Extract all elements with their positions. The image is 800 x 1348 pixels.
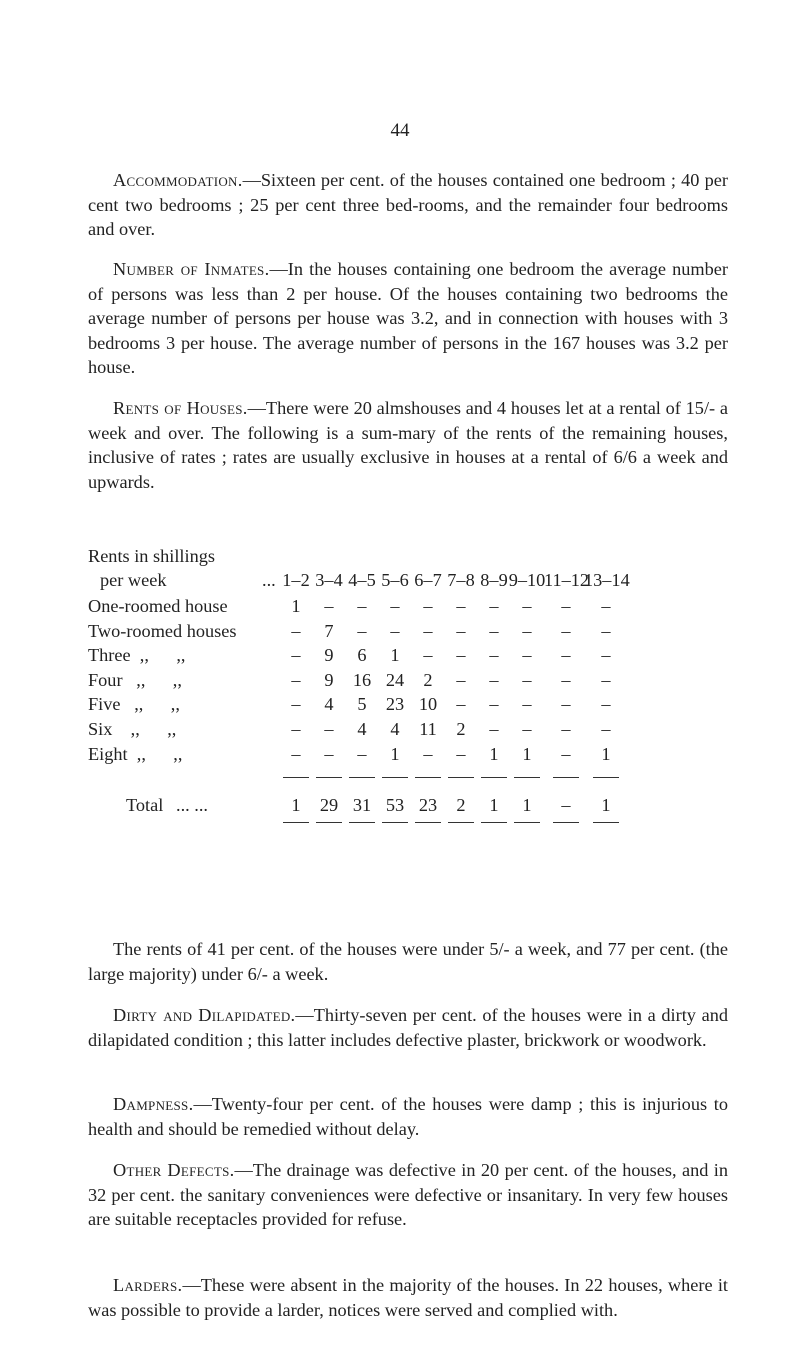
paragraph-text: —These were absent in the majority of the houses. In 22 houses, where it was possible to provide a larder, notices were served and complied with.	[88, 1275, 728, 1320]
table-cell: –	[601, 645, 611, 666]
total-cell: 1	[601, 795, 611, 815]
table-cell: –	[456, 645, 466, 666]
total-rule-top	[593, 777, 619, 778]
paragraph-heading: Accommodation.	[113, 170, 243, 190]
paragraph-heading: Number of Inmates.	[113, 259, 270, 279]
table-cell: –	[423, 620, 433, 641]
table-cell: –	[324, 596, 334, 616]
table-cell: –	[291, 694, 301, 715]
paragraph-other-defects	[88, 1158, 728, 1232]
table-cell: 2	[456, 719, 466, 739]
paragraph-heading: Larders.	[113, 1275, 183, 1295]
table-cell: –	[561, 645, 571, 666]
table-cell: –	[489, 719, 499, 739]
table-title-leader: ...	[262, 570, 276, 590]
total-rule-bottom	[514, 822, 540, 823]
table-cell: –	[291, 719, 301, 739]
row-label: Two-roomed houses	[88, 620, 237, 641]
table-cell: 6	[357, 645, 367, 666]
paragraph-text: —Sixteen per cent. of the houses contained one bedroom ; 40 per cent two bedrooms ; 25 per cent three bed-rooms, and the remainder four bedrooms and over.	[88, 170, 728, 240]
table-cell: –	[291, 743, 301, 764]
row-label: One-roomed house	[88, 596, 228, 616]
table-cell: –	[456, 694, 466, 715]
table-cell: –	[601, 694, 611, 715]
total-rule-bottom	[316, 822, 342, 823]
total-rule-top	[283, 777, 309, 778]
table-cell: 4	[324, 694, 334, 715]
page-number: 44	[390, 120, 410, 141]
table-cell: –	[291, 620, 301, 641]
total-rule-bottom	[415, 822, 441, 823]
table-cell: 5	[357, 694, 367, 715]
table-cell: –	[601, 620, 611, 641]
column-header: 7–8	[447, 570, 475, 590]
table-cell: –	[489, 669, 499, 690]
table-cell: –	[522, 694, 532, 715]
table-cell: 4	[357, 719, 367, 739]
column-header: 11–12	[544, 570, 590, 590]
row-label: Three ,, ,,	[88, 645, 186, 666]
table-cell: –	[522, 620, 532, 641]
table-cell: –	[324, 743, 334, 764]
paragraph-heading: Dampness.	[113, 1094, 194, 1114]
total-rule-top	[415, 777, 441, 778]
row-label: Eight ,, ,,	[88, 743, 183, 764]
table-cell: 7	[324, 620, 334, 641]
table-cell: –	[390, 620, 400, 641]
paragraph-dampness	[88, 1092, 728, 1141]
paragraph-rents	[88, 396, 728, 494]
table-cell: 2	[423, 669, 433, 690]
table-cell: 1	[390, 645, 400, 666]
table-cell: 1	[291, 596, 301, 616]
paragraph-text: —In the houses containing one bedroom the average number of persons was less than 2 per house. Of the houses containing two bedrooms the average number of persons per house was 3.2, and in connection with houses with 3 bedrooms 3 per house. The average number of persons in the 167 houses was 3.2 per house.	[88, 259, 728, 378]
table-cell: –	[601, 719, 611, 739]
total-rule-top	[481, 777, 507, 778]
table-subtitle: per week	[100, 570, 167, 590]
paragraph-heading: Other Defects.	[113, 1160, 235, 1180]
table-cell: –	[522, 719, 532, 739]
table-cell: 1	[489, 743, 499, 764]
table-cell: –	[561, 596, 571, 616]
table-cell: –	[489, 620, 499, 641]
paragraph-text: —Twenty-four per cent. of the houses were damp ; this is injurious to health and should be remedied without delay.	[88, 1094, 728, 1139]
table-cell: –	[456, 620, 466, 641]
table-cell: –	[456, 743, 466, 764]
paragraph-text: —The drainage was defective in 20 per cent. of the houses, and in 32 per cent. the sanitary conveniences were defective or insanitary. In very few houses are suitable receptacles provided for refuse.	[88, 1160, 728, 1230]
row-label: Four ,, ,,	[88, 669, 182, 690]
total-rule-bottom	[593, 822, 619, 823]
total-label: Total	[126, 795, 164, 815]
table-cell: –	[522, 596, 532, 616]
table-cell: –	[357, 743, 367, 764]
table-cell: 9	[324, 669, 334, 690]
paragraph-heading: Dirty and Dilapidated.	[113, 1005, 296, 1025]
row-label: Five ,, ,,	[88, 694, 180, 715]
column-header: 8–9	[480, 570, 508, 590]
table-cell: –	[489, 694, 499, 715]
table-cell: –	[561, 694, 571, 715]
table-cell: –	[324, 719, 334, 739]
table-cell: –	[489, 645, 499, 666]
table-cell: –	[456, 669, 466, 690]
table-cell: –	[561, 669, 571, 690]
total-cell: 29	[319, 795, 339, 815]
paragraph-dirty	[88, 1003, 728, 1052]
column-header: 6–7	[414, 570, 442, 590]
table-cell: –	[456, 596, 466, 616]
table-cell: 1	[390, 743, 400, 764]
total-rule-bottom	[448, 822, 474, 823]
column-header: 4–5	[348, 570, 376, 590]
total-rule-top	[448, 777, 474, 778]
total-rule-top	[316, 777, 342, 778]
table-cell: 23	[385, 694, 405, 715]
paragraph-accommodation	[88, 168, 728, 242]
table-cell: 1	[601, 743, 611, 764]
paragraph-rents-summary	[88, 937, 728, 986]
total-cell: 2	[456, 795, 466, 815]
total-rule-bottom	[349, 822, 375, 823]
table-cell: –	[423, 645, 433, 666]
table-cell: –	[522, 645, 532, 666]
table-cell: 16	[352, 669, 372, 690]
table-cell: –	[522, 669, 532, 690]
total-leader: ... ...	[176, 795, 208, 815]
total-cell: 1	[522, 795, 532, 815]
table-cell: 10	[418, 694, 438, 715]
table-cell: 1	[522, 743, 532, 764]
table-cell: –	[601, 596, 611, 616]
table-cell: –	[291, 645, 301, 666]
table-title: Rents in shillings	[88, 546, 215, 566]
table-cell: 24	[385, 669, 405, 690]
paragraph-text: —Thirty-seven per cent. of the houses were in a dirty and dilapidated condition ; this latter includes defective plaster, brickwork or woodwork.	[88, 1005, 728, 1050]
total-rule-bottom	[382, 822, 408, 823]
table-cell: –	[601, 669, 611, 690]
total-cell: –	[561, 795, 571, 815]
table-cell: –	[423, 743, 433, 764]
paragraph-text: —There were 20 almshouses and 4 houses let at a rental of 15/- a week and over. The following is a sum-mary of the rents of the remaining houses, inclusive of rates ; rates are usually exclusive in houses at a rental of 6/6 a week and upwards.	[88, 398, 729, 492]
table-cell: –	[390, 596, 400, 616]
table-cell: –	[357, 620, 367, 641]
table-cell: –	[561, 719, 571, 739]
total-rule-bottom	[553, 822, 579, 823]
paragraph-heading: Rents of Houses.	[113, 398, 248, 418]
table-cell: –	[561, 620, 571, 641]
total-rule-top	[514, 777, 540, 778]
total-cell: 53	[385, 795, 405, 815]
column-header: 9–10	[508, 570, 546, 590]
column-header: 5–6	[381, 570, 409, 590]
column-header: 13–14	[584, 570, 630, 590]
table-cell: –	[561, 743, 571, 764]
paragraph-text: The rents of 41 per cent. of the houses were under 5/- a week, and 77 per cent. (the large majority) under 6/- a week.	[88, 939, 728, 984]
total-rule-top	[382, 777, 408, 778]
row-label: Six ,, ,,	[88, 719, 177, 739]
table-cell: –	[489, 596, 499, 616]
column-header: 3–4	[315, 570, 343, 590]
total-rule-top	[553, 777, 579, 778]
table-cell: –	[291, 669, 301, 690]
table-cell: 9	[324, 645, 334, 666]
table-cell: 4	[390, 719, 400, 739]
total-rule-bottom	[481, 822, 507, 823]
paragraph-inmates	[88, 257, 728, 380]
total-rule-bottom	[283, 822, 309, 823]
total-cell: 23	[418, 795, 438, 815]
paragraph-larders	[88, 1273, 728, 1322]
total-cell: 1	[489, 795, 499, 815]
table-cell: –	[423, 596, 433, 616]
total-cell: 1	[291, 795, 301, 815]
total-cell: 31	[352, 795, 372, 815]
table-cell: –	[357, 596, 367, 616]
column-header: 1–2	[282, 570, 310, 590]
table-cell: 11	[419, 719, 437, 739]
total-rule-top	[349, 777, 375, 778]
